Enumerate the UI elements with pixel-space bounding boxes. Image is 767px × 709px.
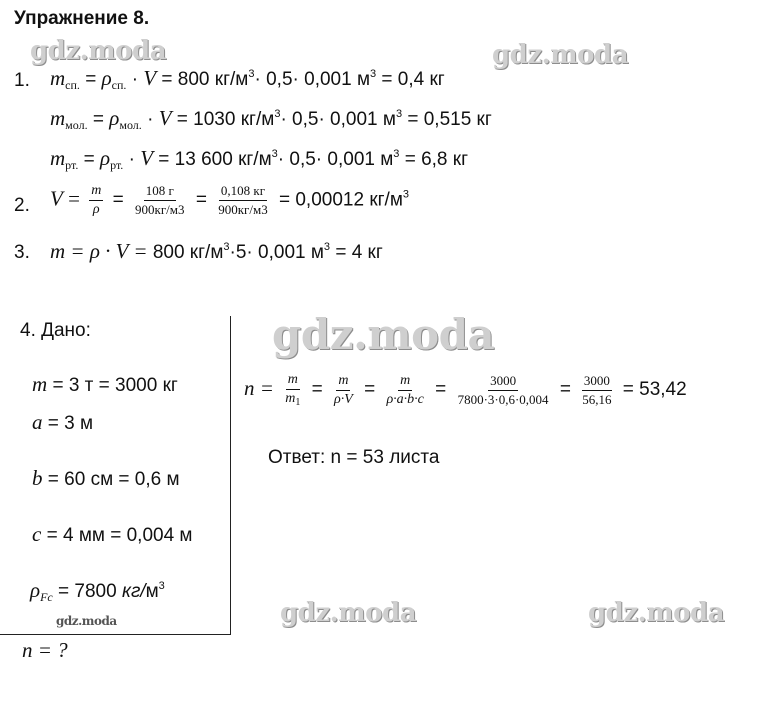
- watermark-bottom-right: gdz.moda: [588, 598, 725, 628]
- mass-symbol: m: [50, 146, 66, 170]
- variable: c: [32, 522, 42, 546]
- mass-subscript: сп.: [65, 78, 80, 92]
- given-label: 4. Дано:: [20, 320, 91, 341]
- expr: = 13 600 кг/м: [158, 149, 272, 170]
- mass-symbol: m: [50, 66, 66, 90]
- mass-subscript: мол.: [65, 118, 88, 132]
- denominator: ρ·V: [334, 391, 353, 407]
- expr: = 1030 кг/м: [176, 109, 275, 130]
- equals-sign: =: [195, 189, 207, 211]
- result: = 0,515 кг: [407, 109, 492, 130]
- given-b: [32, 466, 180, 491]
- problem2-number: 2.: [14, 195, 30, 216]
- cube: 3: [271, 148, 278, 160]
- cube: 3: [223, 241, 230, 253]
- numerator: m: [89, 183, 103, 201]
- denominator: ρ: [92, 202, 100, 217]
- expr: 800 кг/м: [152, 242, 224, 263]
- cube: 3: [370, 68, 377, 80]
- numerator: 0,108 кг: [219, 183, 267, 201]
- cube: 3: [323, 241, 331, 253]
- denominator: 56,16: [582, 391, 612, 407]
- mid: ·5· 0,001 м: [229, 242, 324, 263]
- numerator: 3000: [488, 373, 518, 391]
- equals-sign: =: [364, 379, 376, 401]
- density-symbol: ρ: [100, 146, 111, 170]
- result: = 4 кг: [335, 242, 383, 263]
- cube: 3: [402, 188, 410, 201]
- mass-symbol: m: [50, 106, 66, 130]
- watermark-top-right: gdz.moda: [492, 40, 629, 70]
- problem2-formula: [50, 183, 409, 218]
- den-m: m: [285, 391, 296, 406]
- given-a: [32, 410, 93, 435]
- given-divider-horizontal: [0, 634, 231, 635]
- value: = 60 см = 0,6 м: [47, 469, 180, 490]
- mid: · 0,5· 0,001 м: [280, 109, 396, 130]
- given-density: [30, 578, 165, 605]
- denominator: [283, 390, 302, 408]
- value: = 3 т = 3000 кг: [52, 375, 178, 396]
- solution-result: = 53,42: [622, 379, 687, 401]
- volume-symbol: V: [143, 66, 157, 90]
- numerator: m: [398, 373, 412, 391]
- denominator: 900кг/м3: [135, 202, 185, 217]
- density-symbol: ρ: [101, 66, 112, 90]
- result: = 0,00012 кг/м: [278, 189, 403, 211]
- watermark-small: gdz.moda: [56, 614, 117, 628]
- variable: m: [32, 372, 48, 396]
- denominator: 900кг/м3: [218, 202, 268, 217]
- variable: a: [32, 410, 43, 434]
- fraction-m-over-rho: [89, 183, 103, 218]
- numerator: 3000: [582, 373, 612, 391]
- exercise-title: Упражнение 8.: [14, 8, 150, 29]
- expr: = 800 кг/м: [161, 69, 249, 90]
- density-symbol: ρ: [109, 106, 120, 130]
- problem1-number: 1.: [14, 70, 30, 91]
- watermark-top-left: gdz.moda: [30, 36, 167, 66]
- volume-symbol: V: [50, 186, 63, 211]
- watermark-bottom-center: gdz.moda: [280, 598, 417, 628]
- cube: 3: [248, 68, 255, 80]
- volume-symbol: V: [140, 146, 154, 170]
- given-divider-vertical: [230, 316, 231, 635]
- fraction-m-over-m1: [283, 372, 302, 408]
- problem1-row-1: $m_{сп.} = \rho_{сп.} \cdot V = 800$ $кг/м^3\cdot 0,5\cdot 0,001$ $м^3 = 0,4$ кг: [50, 66, 445, 92]
- find-text: n = ?: [22, 638, 68, 662]
- result: = 6,8 кг: [404, 149, 469, 170]
- given-mass: [32, 372, 178, 397]
- mid: · 0,5· 0,001 м: [277, 149, 394, 170]
- volume-symbol: V: [158, 106, 172, 130]
- watermark-center: gdz.moda: [272, 310, 495, 359]
- numerator: 108 г: [144, 183, 176, 201]
- value: = 4 мм = 0,004 м: [46, 525, 193, 546]
- unit-m: м: [145, 581, 159, 602]
- mid: · 0,5· 0,001 м: [254, 69, 371, 90]
- equals-sign: =: [68, 186, 80, 211]
- density-symbol: ρ: [30, 578, 41, 602]
- denominator: 7800·3·0,6·0,004: [457, 391, 549, 407]
- result: = 0,4 кг: [381, 69, 445, 90]
- value: = 7800: [58, 581, 117, 602]
- den-sub: 1: [295, 397, 301, 408]
- value: = 3 м: [47, 413, 94, 434]
- fraction-grams: [133, 183, 187, 218]
- density-subscript: сп.: [111, 78, 127, 92]
- equals-sign: =: [311, 379, 323, 401]
- density-subscript: рт.: [110, 158, 124, 172]
- cube: 3: [393, 148, 400, 160]
- numerator: m: [336, 373, 350, 391]
- cube: 3: [395, 108, 403, 120]
- fraction-simplified: [580, 373, 613, 408]
- fraction-kilograms: [216, 183, 270, 218]
- variable: b: [32, 466, 43, 490]
- find-n: [22, 638, 68, 663]
- mass-subscript: рт.: [65, 158, 79, 172]
- density-subscript: мол.: [119, 118, 142, 132]
- problem1-row-2: $m_{мол.} = \rho_{мол.} \cdot V = 1030$ $кг/м^3\cdot 0,5\cdot 0,001$ $м^3 = 0,515$ кг: [50, 106, 492, 132]
- formula-lhs: m = ρ · V =: [50, 239, 148, 263]
- fraction-m-over-rho-abc: [384, 373, 425, 408]
- solution-formula: [244, 372, 687, 408]
- cube: 3: [274, 108, 281, 120]
- problem3-number: 3.: [14, 242, 30, 263]
- n-equals: n =: [244, 376, 274, 401]
- equals-sign: =: [112, 189, 124, 211]
- fraction-m-over-rho-v: [332, 373, 355, 408]
- problem3-formula: [50, 239, 383, 264]
- denominator: ρ·a·b·c: [386, 391, 424, 407]
- problem1-row-3: $m_{рт.} = \rho_{рт.} \cdot V = 13$ 600 $кг/м^3\cdot 0,5\cdot 0,001$ $м^3 = 6,8$ кг: [50, 146, 469, 172]
- equals-sign: =: [435, 379, 447, 401]
- fraction-numeric: [456, 373, 551, 408]
- unit: кг/: [121, 581, 146, 602]
- answer: Ответ: n = 53 листа: [268, 447, 440, 468]
- cube: 3: [158, 580, 165, 592]
- numerator: m: [286, 372, 300, 390]
- equals-sign: =: [559, 379, 571, 401]
- density-subscript: Fc: [40, 590, 53, 604]
- given-c: [32, 522, 193, 547]
